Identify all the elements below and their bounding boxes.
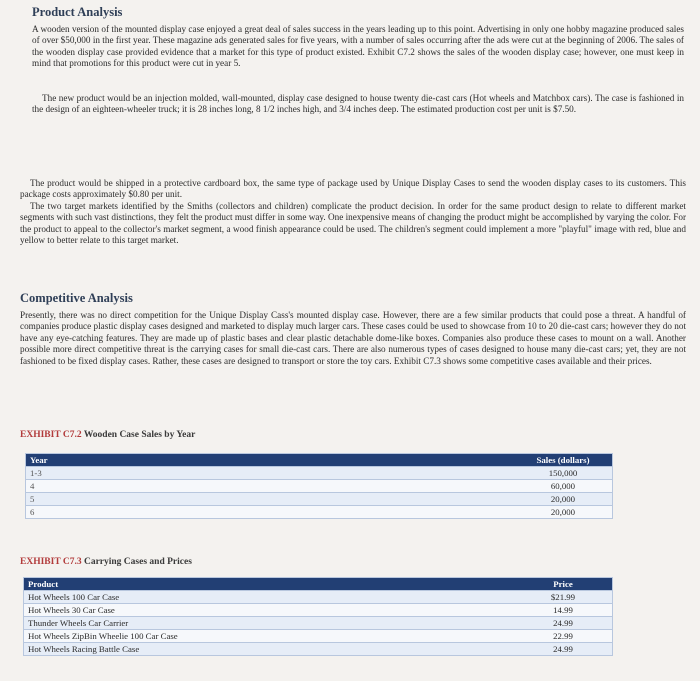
product-analysis-paragraph-3-text: The product would be shipped in a protective cardboard box, the same type of package used by Unique Display Cases to send the wooden display cases to its customers. This package costs approximately $0.80 per unit. — [20, 178, 686, 200]
product-analysis-paragraph-4 — [20, 201, 686, 247]
table-row — [26, 493, 613, 506]
exhibit-c7-2-caption: Wooden Case Sales by Year — [83, 430, 196, 440]
exhibit-c7-3-caption: Carrying Cases and Prices — [83, 557, 192, 567]
price-cell: 24.99 — [514, 617, 613, 630]
table-header-row — [26, 454, 613, 467]
product-analysis-paragraph-1 — [32, 24, 684, 70]
table-row — [24, 630, 613, 643]
year-cell: 5 — [26, 493, 515, 506]
table-row — [24, 604, 613, 617]
product-analysis-paragraph-2 — [32, 93, 684, 116]
year-cell: 6 — [26, 506, 515, 519]
product-cell: Thunder Wheels Car Carrier — [24, 617, 515, 630]
sales-cell: 20,000 — [514, 506, 613, 519]
table-row — [24, 617, 613, 630]
product-analysis-paragraph-3 — [20, 178, 686, 201]
exhibit-c7-3-title — [20, 557, 192, 567]
table-row — [24, 591, 613, 604]
year-cell: 1-3 — [26, 467, 515, 480]
wooden-case-sales-table — [25, 453, 613, 519]
product-cell: Hot Wheels ZipBin Wheelie 100 Car Case — [24, 630, 515, 643]
sales-cell: 20,000 — [514, 493, 613, 506]
product-analysis-paragraph-1-text: A wooden version of the mounted display case enjoyed a great deal of sales success in the years leading up to this point. Advertising in only one hobby magazine produced sales of over $50,000 in the first year. These magazine ads generated sales for five years, with a number of sales occurring after the ads were cut at the beginning of 2006. The sales of the wooden display case provided evidence that a market for this type of product existed. Exhibit C7.2 shows the sales of the wooden display case; however, one must keep in mind that promotions for this product were cut in year 5. — [32, 24, 684, 69]
price-cell: 14.99 — [514, 604, 613, 617]
product-cell: Hot Wheels Racing Battle Case — [24, 643, 515, 656]
competitive-analysis-heading: Competitive Analysis — [20, 291, 133, 305]
exhibit-c7-3-label: EXHIBIT C7.3 — [20, 557, 82, 567]
sales-cell: 60,000 — [514, 480, 613, 493]
table-row — [26, 480, 613, 493]
year-cell: 4 — [26, 480, 515, 493]
price-cell: $21.99 — [514, 591, 613, 604]
carrying-cases-table — [23, 577, 613, 656]
exhibit-c7-2-label: EXHIBIT C7.2 — [20, 430, 82, 440]
table-row — [26, 467, 613, 480]
sales-cell: 150,000 — [514, 467, 613, 480]
competitive-analysis-paragraph — [20, 310, 686, 367]
table-row — [26, 506, 613, 519]
column-header-price: Price — [514, 578, 613, 591]
product-cell: Hot Wheels 30 Car Case — [24, 604, 515, 617]
product-analysis-heading: Product Analysis — [32, 5, 123, 19]
table-header-row — [24, 578, 613, 591]
price-cell: 24.99 — [514, 643, 613, 656]
column-header-sales: Sales (dollars) — [514, 454, 613, 467]
column-header-year: Year — [26, 454, 515, 467]
competitive-analysis-paragraph-text: Presently, there was no direct competition for the Unique Display Cass's mounted display case. However, there are a few similar products that could pose a threat. A handful of companies produce plastic display cases designed and marketed to display much larger cars. These cases could be used to showcase from 10 to 20 die-cast cars; however they do not have any eye-catching features. They are made up of plastic bases and clear plastic detachable dome-like boxes. Companies also produce these cases to mount on a wall. Another possible more direct competitive threat is the carrying cases for small die-cast cars. There are also numerous types of cases designed to house many die-cast cars; yet, they are not fashioned to be fixed display cases. Rather, these cases are designed to transport or store the toy cars. Exhibit C7.3 shows some competitive cases available and their prices. — [20, 310, 686, 366]
table-row — [24, 643, 613, 656]
product-cell: Hot Wheels 100 Car Case — [24, 591, 515, 604]
column-header-product: Product — [24, 578, 515, 591]
price-cell: 22.99 — [514, 630, 613, 643]
exhibit-c7-2-title — [20, 430, 195, 440]
product-analysis-paragraph-2-text: The new product would be an injection molded, wall-mounted, display case designed to house twenty die-cast cars (Hot wheels and Matchbox cars). The case is fashioned in the design of an eighteen-wheeler truck; it is 28 inches long, 8 1/2 inches high, and 3/4 inches deep. The estimated production cost per unit is $7.50. — [32, 93, 684, 115]
product-analysis-paragraph-4-text: The two target markets identified by the Smiths (collectors and children) complicate the product decision. In order for the same product design to relate to different market segments with such vast distinctions, they felt the product must differ in some way. One inexpensive means of changing the product might be accomplished by varying the color. For the product to appeal to the collector's market segment, a wood finish appearance could be used. The children's segment could implement a more "playful" image with red, blue and yellow to better relate to this target market. — [20, 201, 686, 246]
